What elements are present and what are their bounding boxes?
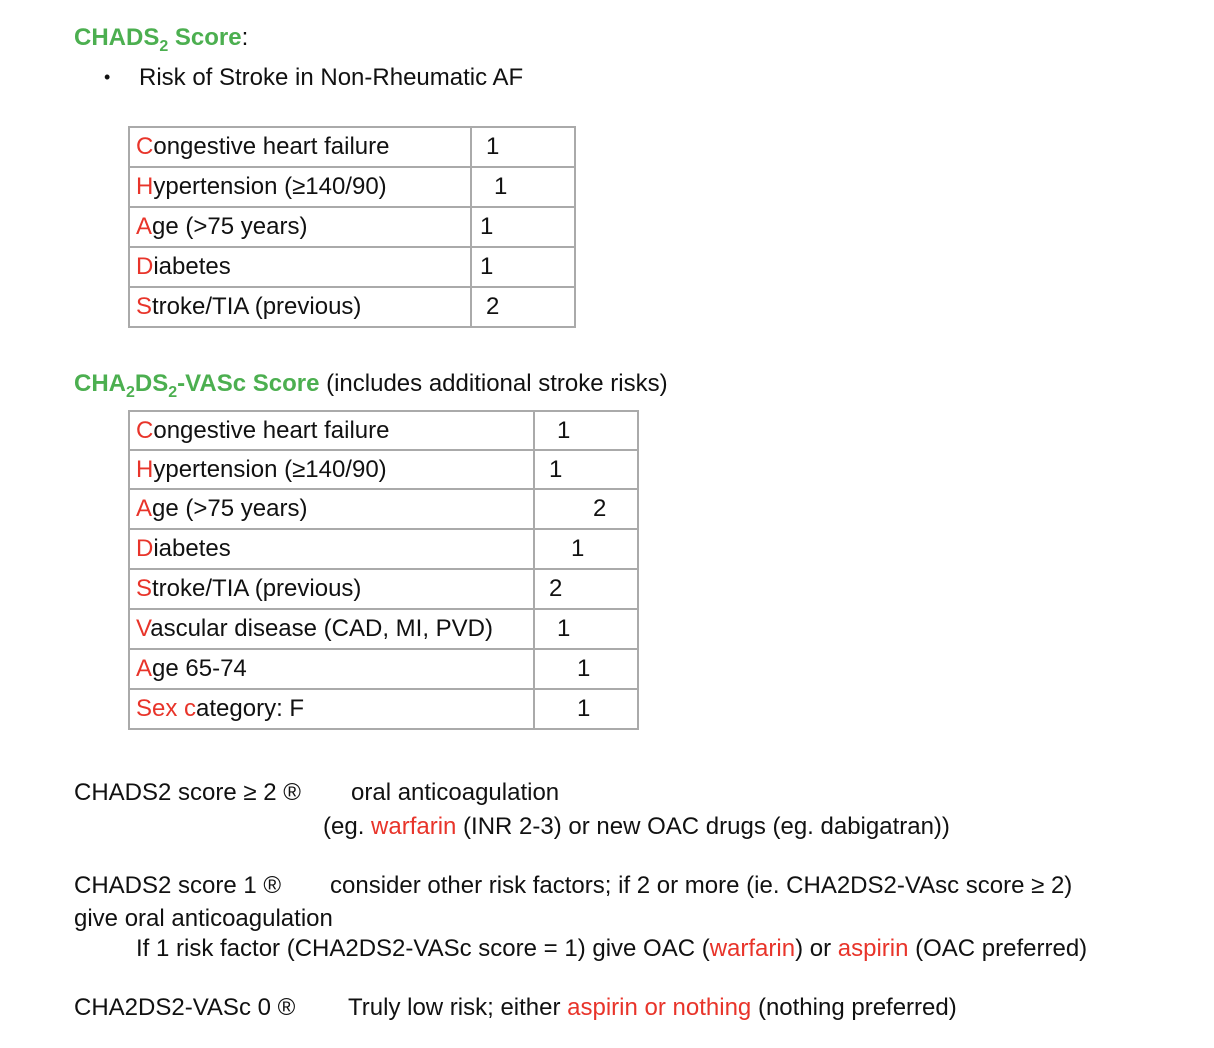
- criterion-cell: Diabetes: [129, 247, 471, 287]
- criterion-cell: Congestive heart failure: [129, 127, 471, 167]
- points-cell: 1: [534, 411, 638, 450]
- bullet-text: Risk of Stroke in Non-Rheumatic AF: [138, 64, 524, 91]
- criterion-cell: Age (>75 years): [129, 489, 534, 529]
- rec-label: CHA2DS2-VASc 0 ®: [74, 994, 296, 1021]
- table-row: [129, 127, 575, 167]
- chads2-title: $CHADS_2$ Score: [74, 24, 242, 55]
- table-row: [129, 649, 638, 689]
- vasc-heading: [74, 370, 668, 401]
- warfarin-text: warfarin: [371, 813, 457, 840]
- chads2-table: [128, 126, 576, 328]
- rec-text-cont: give oral anticoagulation: [74, 905, 333, 932]
- points-cell: 1: [471, 167, 575, 207]
- colon: :: [241, 24, 249, 51]
- rec-label: CHADS2 score ≥ 2 ®: [74, 779, 301, 806]
- aspirin-or-nothing-text: aspirin or nothing: [567, 994, 752, 1021]
- points-cell: 1: [471, 247, 575, 287]
- rec-chads2-ge2: [74, 779, 301, 807]
- criterion-cell: Hypertension (≥140/90): [129, 167, 471, 207]
- rec-label: CHADS2 score 1 ®: [74, 872, 282, 899]
- table-row: [129, 247, 575, 287]
- rec-text: oral anticoagulation: [351, 779, 560, 806]
- table-row: [129, 529, 638, 569]
- table-row: [129, 689, 638, 729]
- bullet-icon: •: [104, 67, 111, 87]
- vasc-table: [128, 410, 639, 730]
- points-cell: 2: [534, 569, 638, 609]
- criterion-cell: Diabetes: [129, 529, 534, 569]
- rec-detail: (eg. warfarin (INR 2-3) or new OAC drugs (eg. dabigatran)): [323, 813, 950, 840]
- criterion-cell: Age 65-74: [129, 649, 534, 689]
- points-cell: 1: [534, 529, 638, 569]
- aspirin-text: aspirin: [837, 935, 909, 962]
- warfarin-text: warfarin: [709, 935, 796, 962]
- table-row: [129, 450, 638, 489]
- vasc-title: $CHA_2DS_2$-VASc Score: [74, 370, 320, 401]
- criterion-cell: Stroke/TIA (previous): [129, 569, 534, 609]
- table-row: [129, 287, 575, 327]
- criterion-cell: Hypertension (≥140/90): [129, 450, 534, 489]
- rec-text: Truly low risk; either aspirin or nothing (nothing preferred): [348, 994, 957, 1021]
- points-cell: 1: [471, 207, 575, 247]
- vasc-note: (includes additional stroke risks): [319, 370, 668, 397]
- rec-chads2-1: [74, 872, 281, 900]
- table-row: [129, 411, 638, 450]
- table-row: [129, 569, 638, 609]
- table-row: [129, 489, 638, 529]
- criterion-cell: Sex category: F: [129, 689, 534, 729]
- table-row: [129, 609, 638, 649]
- table-row: [129, 207, 575, 247]
- points-cell: 2: [534, 489, 638, 529]
- points-cell: 2: [471, 287, 575, 327]
- points-cell: 1: [534, 609, 638, 649]
- table-row: [129, 167, 575, 207]
- points-cell: 1: [534, 649, 638, 689]
- rec-detail: If 1 risk factor (CHA2DS2-VASc score = 1) give OAC (warfarin) or aspirin (OAC preferred): [136, 935, 1088, 962]
- rec-vasc-0: [74, 994, 295, 1022]
- criterion-cell: Stroke/TIA (previous): [129, 287, 471, 327]
- bullet-item: [104, 64, 523, 92]
- criterion-cell: Congestive heart failure: [129, 411, 534, 450]
- points-cell: 1: [534, 689, 638, 729]
- points-cell: 1: [534, 450, 638, 489]
- chads2-heading: [74, 24, 249, 55]
- rec-text: consider other risk factors; if 2 or more (ie. CHA2DS2-VAsc score ≥ 2): [330, 872, 1073, 899]
- points-cell: 1: [471, 127, 575, 167]
- criterion-cell: Vascular disease (CAD, MI, PVD): [129, 609, 534, 649]
- criterion-cell: Age (>75 years): [129, 207, 471, 247]
